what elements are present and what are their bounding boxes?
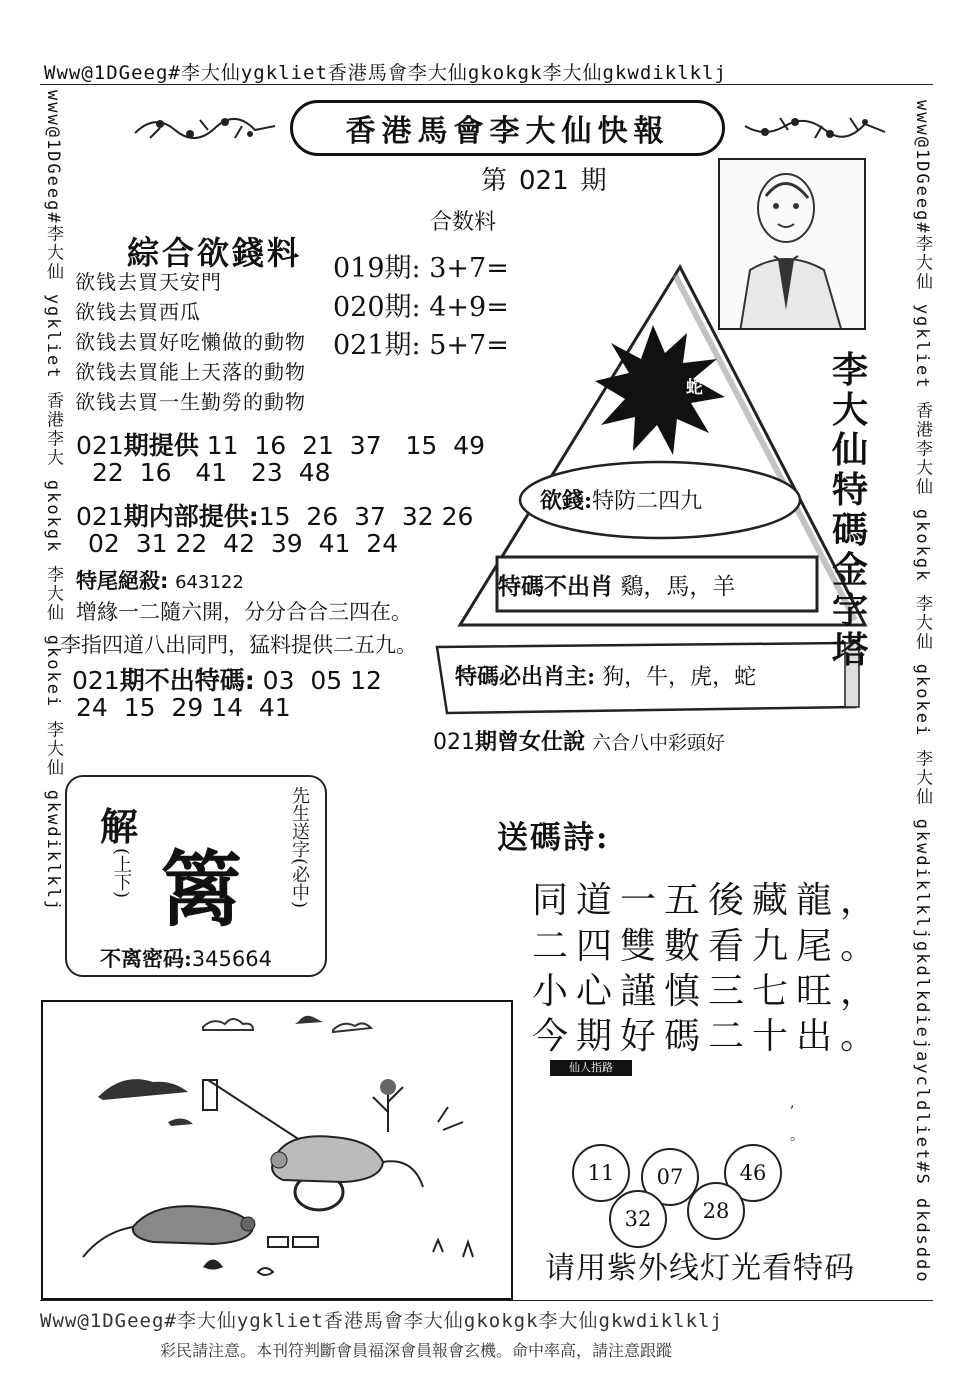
issue-prefix: 第 xyxy=(481,166,508,196)
bottom-box-value: 狗，牛，虎，蛇 xyxy=(602,665,757,690)
oval-value: 特防二四九 xyxy=(592,489,703,514)
provide-row-2: 22 16 41 23 48 xyxy=(92,458,331,487)
box-value: 鷄，馬，羊 xyxy=(620,574,736,600)
riddle-line: 欲钱去買好吃懶做的動物 xyxy=(75,330,306,354)
number-ball: 46 xyxy=(724,1144,782,1202)
tail-kill xyxy=(76,565,244,595)
illustration-frame xyxy=(41,1000,513,1300)
oval-label: 欲錢: xyxy=(540,488,593,514)
internal-row-1 xyxy=(76,497,473,533)
poem-line: 二四雙數看九尾。 xyxy=(532,926,885,967)
internal-issue: 021 xyxy=(76,502,124,531)
provide-issue: 021 xyxy=(76,431,124,460)
tail-kill-label: 特尾絕殺: xyxy=(76,569,169,593)
riddle-password xyxy=(100,943,272,973)
footer-note: 彩民請注意。本刊符判斷會員福深會員報會玄機。命中率高，請注意跟蹤 xyxy=(160,1341,673,1360)
poem-tag: 仙人指路 xyxy=(550,1060,632,1076)
box-label: 特碼不出肖 xyxy=(498,573,613,600)
provide-numbers: 11 16 21 37 15 49 xyxy=(206,431,485,460)
not-out-row-1 xyxy=(72,661,382,697)
bottom-box-content xyxy=(455,660,855,691)
not-out-label: 期不出特碼: xyxy=(119,666,255,695)
oval-content xyxy=(540,484,810,515)
riddle-sub: (上下) xyxy=(111,848,132,899)
heji-row: 020期: 4+9= xyxy=(333,292,509,323)
riddle-big-char: 篱 xyxy=(160,842,243,938)
heji-row: 021期: 5+7= xyxy=(333,330,509,361)
internal-label: 期内部提供: xyxy=(123,502,259,531)
number-ball: 32 xyxy=(609,1190,667,1248)
poem-title: 送碼詩: xyxy=(497,820,610,856)
zeng-line xyxy=(433,725,725,756)
right-watermark-strip: www@1DGeeg#李大仙 ygkliet 香港李大仙 gkokgk 李大仙 gkokei 李大仙 gkwdiklkljgkdlkdiejaycldliet#S dkdsddo xyxy=(912,100,932,1284)
issue-value: 021 xyxy=(519,166,569,196)
star-text: 蛇 xyxy=(686,378,703,398)
provide-row-1 xyxy=(76,426,485,462)
phrase-line-2: 李指四道八出同門，猛料提供二五九。 xyxy=(60,633,417,657)
number-ball: 07 xyxy=(641,1148,699,1206)
password-value: 345664 xyxy=(191,947,272,971)
poem-line: 同道一五後藏龍， xyxy=(532,880,885,921)
zeng-label: 期曾女仕說 xyxy=(475,729,586,755)
poem-line: 小心謹慎三七旺， xyxy=(532,971,885,1012)
decor-dot: , xyxy=(790,1095,795,1111)
riddle-right-text: 先生送字(必中) xyxy=(289,786,310,909)
phrase-line-1: 增緣一二隨六開，分分合合三四在。 xyxy=(76,600,412,624)
issue-suffix: 期 xyxy=(580,166,607,196)
right-ornament-icon xyxy=(740,108,890,148)
heji-title: 合数料 xyxy=(430,210,497,235)
not-out-row-2: 24 15 29 14 41 xyxy=(76,693,291,722)
number-ball: 11 xyxy=(572,1144,630,1202)
internal-numbers: 15 26 37 32 26 xyxy=(258,502,474,531)
box-content xyxy=(498,568,818,601)
header-watermark-strip: Www@1DGeeg#李大仙ygkliet香港馬會李大仙gkokgk李大仙gkwdiklklj xyxy=(44,62,727,84)
zonghe-title: 綜合欲錢料 xyxy=(127,234,303,272)
internal-row-2: 02 31 22 42 39 41 24 xyxy=(88,529,399,558)
number-ball: 28 xyxy=(687,1182,745,1240)
zeng-issue: 021 xyxy=(433,730,475,755)
riddle-jie: 解 xyxy=(100,804,139,849)
issue-number xyxy=(475,160,613,197)
page-title: 香港馬會李大仙快報 xyxy=(290,100,725,156)
decor-dot: 。 xyxy=(790,1128,804,1144)
starburst-icon xyxy=(595,325,725,455)
provide-label: 期提供 xyxy=(123,431,199,460)
poem-line: 今期好碼二十出。 xyxy=(532,1016,885,1057)
password-label: 不离密码: xyxy=(100,946,192,971)
pyramid-vertical-title: 李大仙特碼金字塔 xyxy=(831,349,868,671)
riddle-line: 欲钱去買能上天落的動物 xyxy=(75,360,306,384)
riddle-line: 欲钱去買天安門 xyxy=(75,270,222,294)
mouse-trap-illustration-icon xyxy=(43,1002,511,1298)
zeng-value: 六合八中彩頭好 xyxy=(592,732,726,754)
riddle-line: 欲钱去買西瓜 xyxy=(75,300,201,324)
bottom-box-label: 特碼必出肖主: xyxy=(455,664,596,690)
not-out-numbers: 03 05 12 xyxy=(262,666,382,695)
heji-row: 019期: 3+7= xyxy=(333,253,509,284)
left-watermark-strip: www@1DGeeg#李大仙 ygkliet 香港李大 gkokgk 李大仙 gkokei 李大仙 gkwdiklklj xyxy=(43,90,63,913)
footer-watermark-strip: Www@1DGeeg#李大仙ygkliet香港馬會李大仙gkokgk李大仙gkwdiklklj xyxy=(40,1310,723,1332)
tail-kill-value: 643122 xyxy=(175,572,244,593)
not-out-issue: 021 xyxy=(72,666,120,695)
riddle-line: 欲钱去買一生勤勞的動物 xyxy=(75,390,306,414)
uv-instruction: 请用紫外线灯光看特码 xyxy=(545,1251,855,1286)
left-ornament-icon xyxy=(130,108,280,148)
